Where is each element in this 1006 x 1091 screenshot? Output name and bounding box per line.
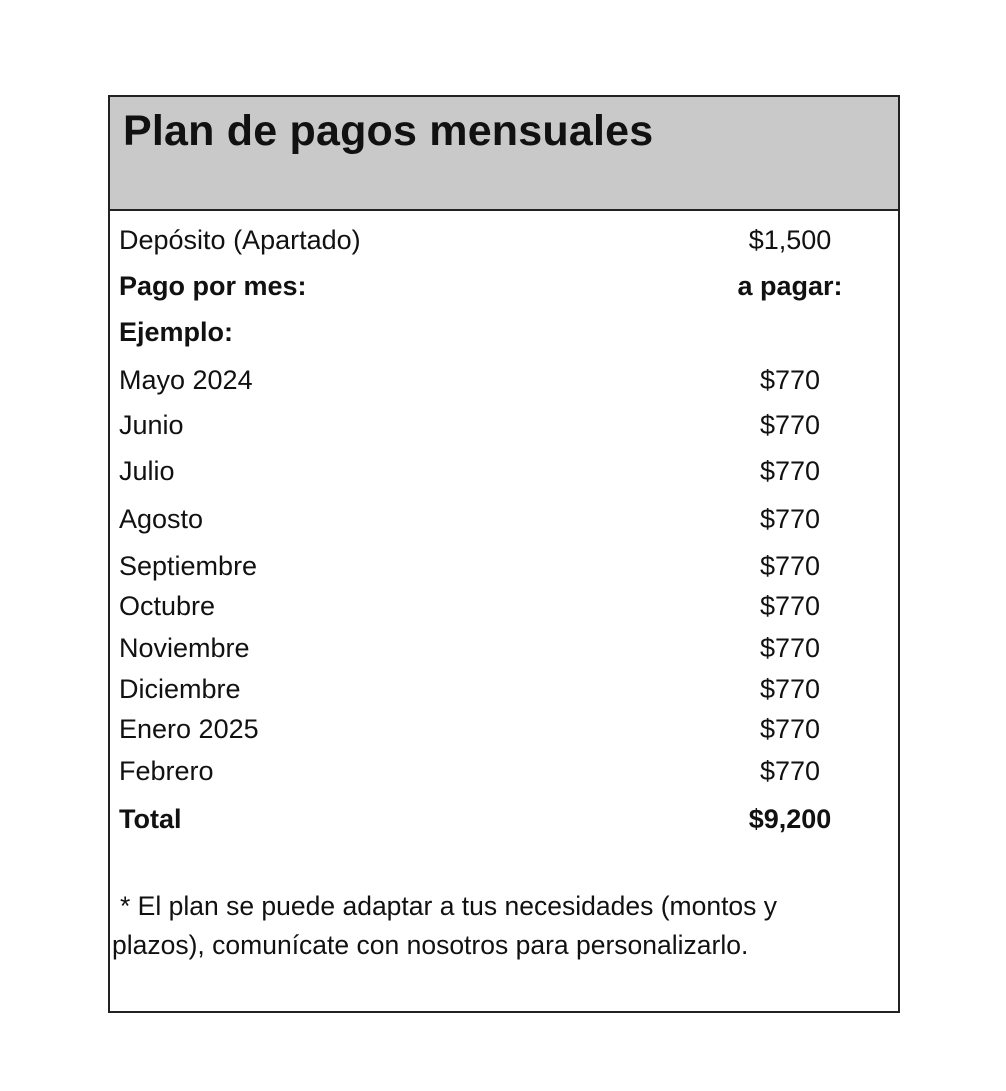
payment-month: Mayo 2024 [119,365,253,395]
table-row [110,751,898,791]
example-row [110,312,898,352]
payment-amount: $770 [759,756,821,786]
payment-month: Febrero [119,756,214,786]
payment-month: Octubre [119,591,216,621]
payment-plan-table [108,95,900,1013]
total-label: Total [119,804,182,834]
payment-month: Septiembre [119,551,258,581]
table-row [110,360,898,400]
table-header [110,97,898,211]
column-header-row [110,266,898,306]
table-row [110,669,898,709]
table-row [110,451,898,491]
column-header-month: Pago por mes: [119,271,307,301]
payment-amount: $770 [759,504,821,534]
page-title: Plan de pagos mensuales [123,107,654,155]
deposit-label: Depósito (Apartado) [119,225,361,255]
payment-amount: $770 [759,365,821,395]
example-label: Ejemplo: [119,317,234,347]
payment-month: Diciembre [119,674,241,704]
payment-amount: $770 [759,714,821,744]
table-row [110,546,898,586]
table-row [110,586,898,626]
payment-amount: $770 [759,674,821,704]
payment-amount: $770 [759,456,821,486]
deposit-row [110,220,898,260]
footnote-line-2: plazos), comunícate con nosotros para personalizarlo. [112,930,749,960]
payment-month: Julio [119,456,175,486]
payment-month: Enero 2025 [119,714,259,744]
total-row [110,799,898,839]
payment-amount: $770 [759,410,821,440]
payment-amount: $770 [759,633,821,663]
payment-month: Junio [119,410,184,440]
table-row [110,709,898,749]
table-row [110,405,898,445]
column-header-amount: a pagar: [737,271,843,301]
payment-amount: $770 [759,551,821,581]
total-value: $9,200 [748,804,832,834]
payment-month: Agosto [119,504,204,534]
payment-amount: $770 [759,591,821,621]
footnote [112,887,898,965]
table-row [110,499,898,539]
deposit-value: $1,500 [748,225,832,255]
table-row [110,628,898,668]
footnote-line-1: * El plan se puede adaptar a tus necesidades (montos y [120,891,778,921]
payment-month: Noviembre [119,633,250,663]
